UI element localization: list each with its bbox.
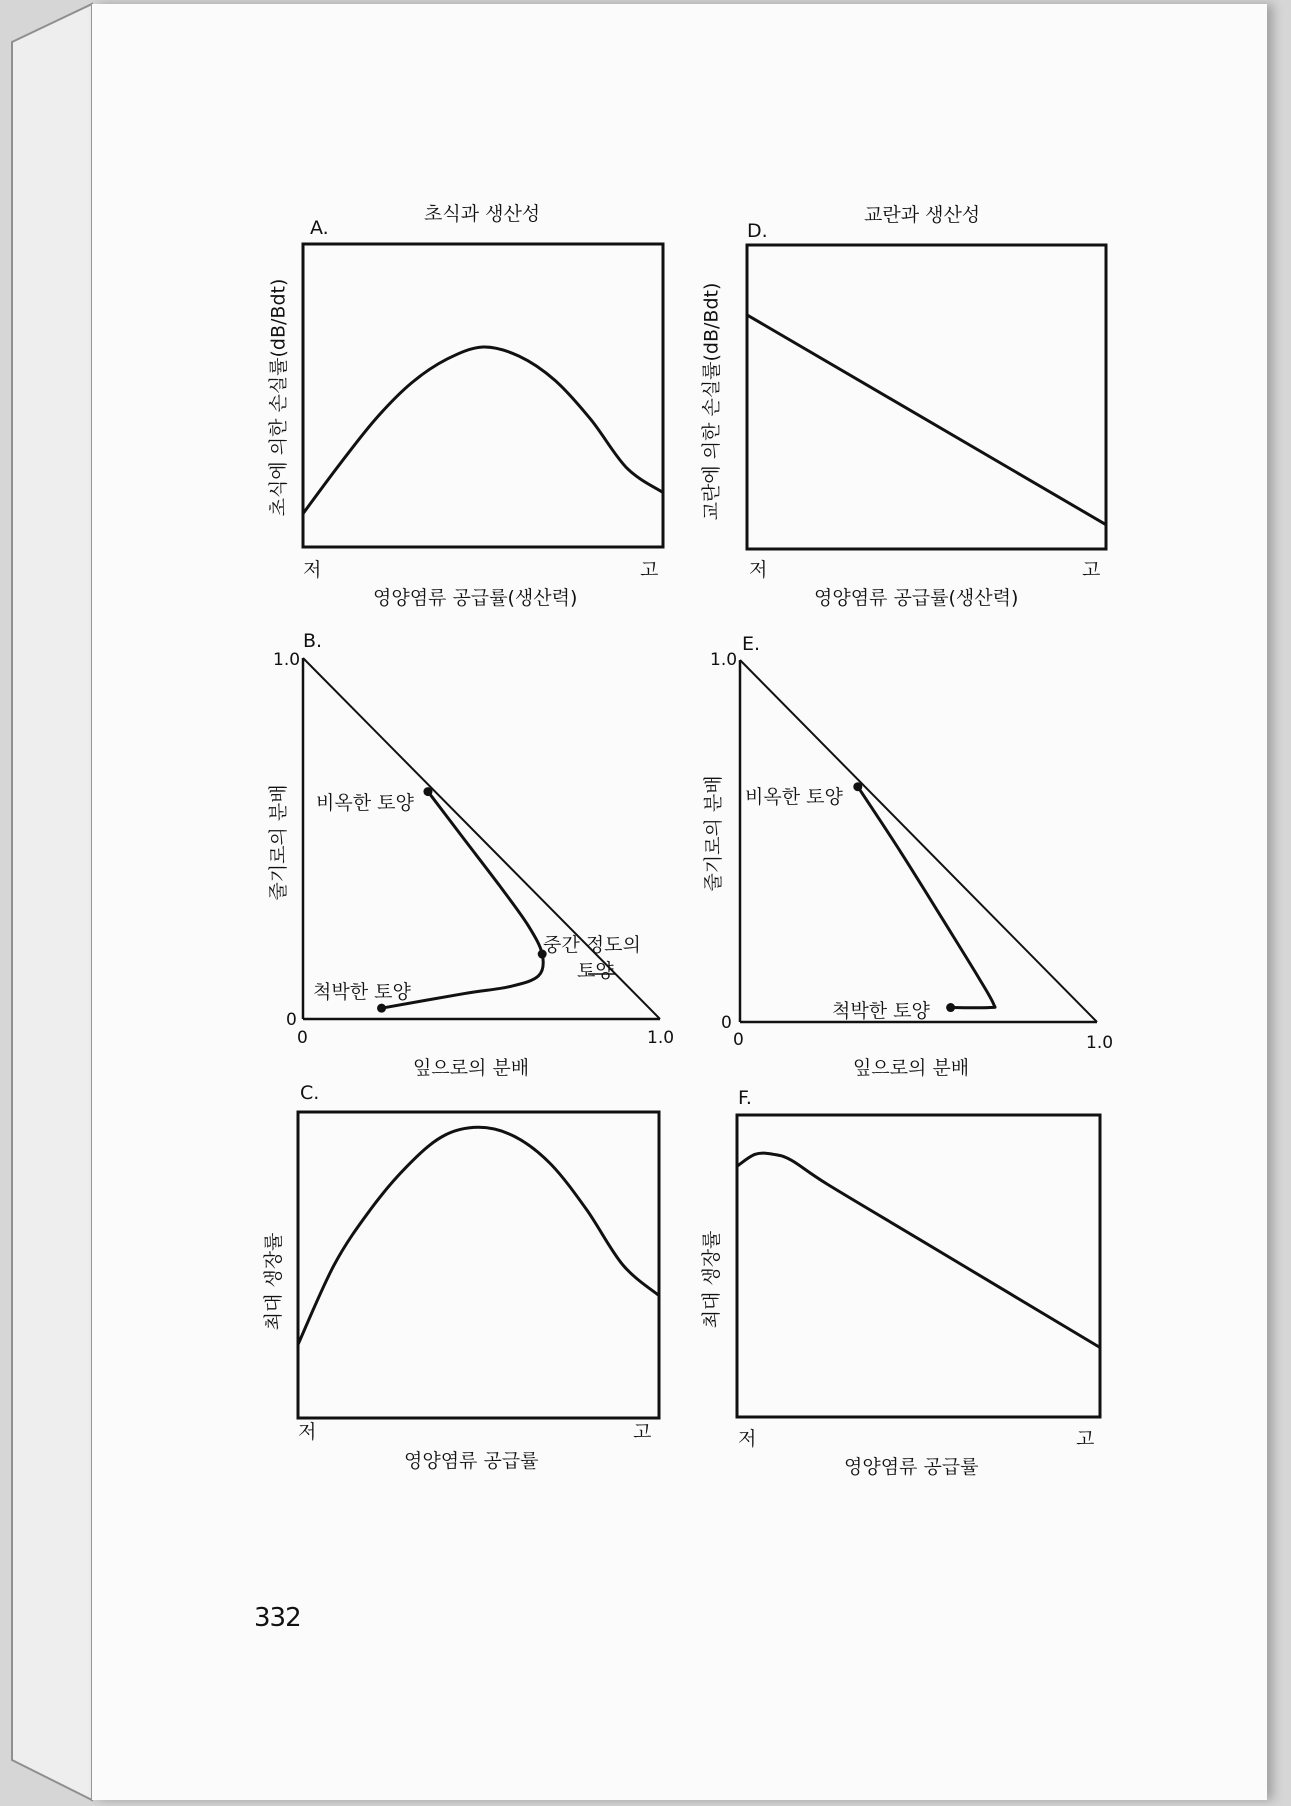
- panel-b-xlabel: 잎으로의 분배: [413, 1057, 530, 1079]
- panel-e-x-max: 1.0: [1086, 1033, 1114, 1053]
- panel-e-xlabel: 잎으로의 분배: [853, 1057, 970, 1079]
- panel-c-xlabel: 영양염류 공급률: [404, 1450, 539, 1472]
- panel-f-x-low: 저: [738, 1428, 757, 1450]
- panel-d-ylabel: 교란에 의한 손실률(dB/Bdt): [700, 282, 723, 521]
- panel-e-letter: E.: [742, 633, 761, 655]
- panel-c-letter: C.: [300, 1082, 320, 1104]
- panel-b-label-mid-1: 중간 정도의: [543, 934, 641, 956]
- panel-a-header: 초식과 생산성: [424, 203, 541, 225]
- panel-b-origin-x: 0: [297, 1028, 308, 1048]
- panel-b-y-max: 1.0: [273, 650, 301, 670]
- panel-b-x-max: 1.0: [647, 1028, 675, 1048]
- panel-f-series-line: [737, 1153, 1100, 1347]
- panel-e-label-rich: 비옥한 토양: [745, 786, 843, 808]
- panel-d-series-line: [747, 315, 1106, 525]
- panel-d-letter: D.: [747, 220, 768, 242]
- panel-a-ylabel: 초식에 의한 손실률(dB/Bdt): [267, 278, 290, 517]
- panel-e-label-poor: 척박한 토양: [832, 1000, 930, 1022]
- panel-a-xlabel: 영양염류 공급률(생산력): [373, 587, 578, 609]
- panel-f-xlabel: 영양염류 공급률: [844, 1456, 979, 1478]
- panel-d-x-low: 저: [749, 559, 768, 581]
- panel-f-x-high: 고: [1076, 1428, 1095, 1450]
- panel-c-frame: [298, 1112, 659, 1418]
- panel-e-axes: [740, 660, 1097, 1022]
- panel-a-x-high: 고: [640, 559, 659, 581]
- panel-c-x-high: 고: [633, 1421, 652, 1443]
- panel-b-series-line: [382, 792, 544, 1009]
- panel-b-label-poor: 척박한 토양: [313, 981, 411, 1003]
- panel-b-label-rich: 비옥한 토양: [316, 792, 414, 814]
- panel-b-point: [377, 1004, 386, 1013]
- panel-e-point: [946, 1003, 955, 1012]
- panel-b-origin-y: 0: [286, 1010, 297, 1030]
- panel-e-origin-x: 0: [733, 1030, 744, 1050]
- panel-d-x-high: 고: [1082, 559, 1101, 581]
- panel-b-ylabel: 줄기로의 분배: [267, 784, 290, 901]
- panel-c-x-low: 저: [298, 1421, 317, 1443]
- panel-e-point: [853, 782, 862, 791]
- panel-e-ylabel: 줄기로의 분배: [702, 775, 725, 892]
- panel-a-letter: A.: [310, 217, 329, 239]
- panel-a-series-line: [303, 347, 663, 514]
- panel-d-header: 교란과 생산성: [864, 204, 981, 226]
- panel-b-label-mid-2: 토양: [577, 960, 614, 982]
- panel-d-frame: [747, 245, 1106, 549]
- panel-a-x-low: 저: [303, 559, 322, 581]
- panel-e-origin-y: 0: [721, 1013, 732, 1033]
- panel-e-y-max: 1.0: [710, 650, 738, 670]
- panel-a-frame: [303, 244, 663, 547]
- panel-b-letter: B.: [303, 630, 323, 652]
- panel-f-ylabel: 최대 생장률: [700, 1230, 723, 1329]
- panel-c-series-line: [298, 1127, 659, 1344]
- page-number: 332: [254, 1603, 301, 1633]
- panel-f-letter: F.: [738, 1087, 752, 1109]
- panel-c-ylabel: 최대 생장률: [262, 1232, 285, 1331]
- panel-b-point: [423, 787, 432, 796]
- panel-d-xlabel: 영양염류 공급률(생산력): [814, 587, 1019, 609]
